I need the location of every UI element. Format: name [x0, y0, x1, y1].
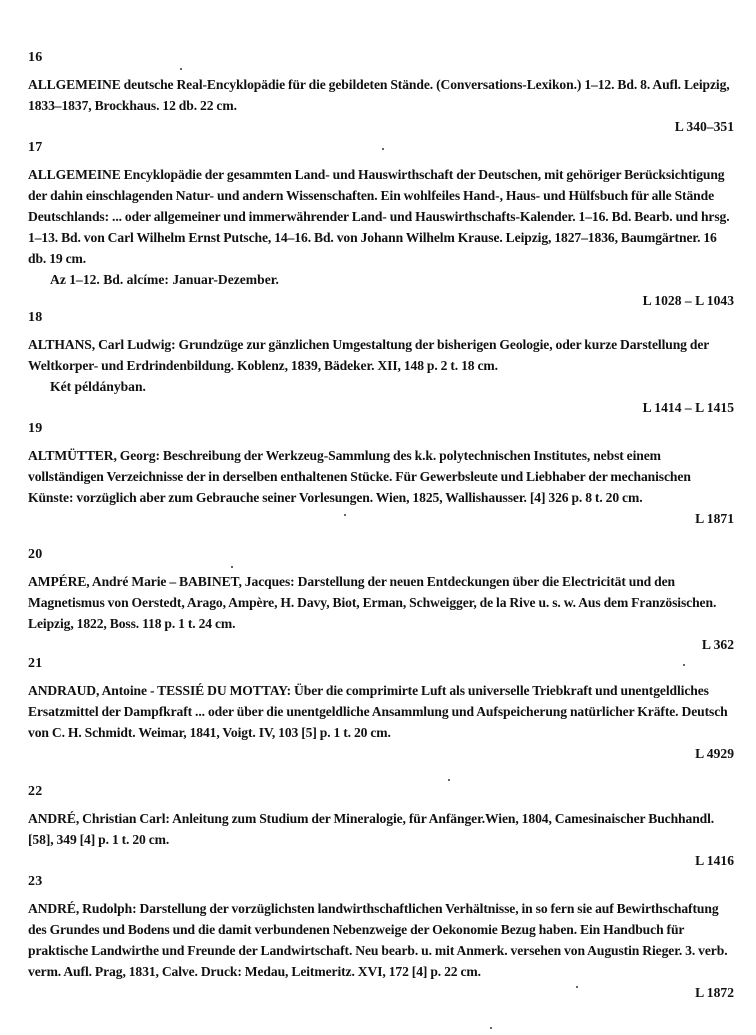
entry-number: 20 — [28, 547, 43, 562]
entry-description — [28, 334, 734, 376]
entry-author: ALTMÜTTER, — [28, 448, 120, 463]
entry-description — [28, 898, 734, 982]
entry-description — [28, 680, 734, 743]
entry-author: ANDRÉ, — [28, 811, 83, 826]
entry-number: 17 — [28, 140, 43, 155]
catalog-entry-19 — [28, 421, 734, 529]
entry-description — [28, 808, 734, 850]
entry-number: 22 — [28, 784, 43, 799]
entry-text: Encyklopädie der gesammten Land- und Hauswirthschaft der Deutschen, mit gehöriger Berücksichtigung der dahin einschlagenden Natur- und andern Wissenschaften. Ein wohlfeiles Hand-, Haus- und Hülfsbuch für alle Stände Deutschlands: ... oder allgemeiner und immerwährender Land- und Hauswirthschafts-Kalender. 1–16. Bd. Bearb. und hrsg. 1–13. Bd. von Carl Wilhelm Ernst Putsche, 14–16. Bd. von Johann Wilhelm Krause. Leipzig, 1827–1836, Baumgärtner. 16 db. 19 cm. — [28, 167, 730, 266]
entry-description — [28, 74, 734, 116]
scan-speck — [180, 68, 182, 70]
entry-description — [28, 571, 734, 634]
scan-speck — [344, 514, 346, 516]
scan-speck — [448, 779, 450, 781]
entry-author: ANDRÉ, — [28, 901, 83, 916]
entry-author: ALLGEMEINE — [28, 167, 121, 182]
catalog-entry-18 — [28, 310, 734, 418]
entry-text: Carl Ludwig: Grundzüge zur gänzlichen Umgestaltung der bisherigen Geologie, oder kurze Darstellung der Weltkorper- und Erdrindenbildung. Koblenz, 1839, Bädeker. XII, 148 p. 2 t. 18 cm. — [28, 337, 709, 373]
scan-speck — [490, 1027, 492, 1029]
entry-text: deutsche Real-Encyklopädie für die gebildeten Stände. (Conversations-Lexikon.) 1–12. Bd. 8. Aufl. Leipzig, 1833–1837, Brockhaus. 12 db. 22 cm. — [28, 77, 730, 113]
scan-speck — [576, 986, 578, 988]
catalog-entry-23 — [28, 874, 734, 1003]
entry-number: 21 — [28, 656, 43, 671]
entry-text: Christian Carl: Anleitung zum Studium der Mineralogie, für Anfänger.Wien, 1804, Camesinaischer Buchhandl.[58], 349 [4] p. 1 t. 20 cm. — [28, 811, 715, 847]
catalog-entry-20 — [28, 547, 734, 655]
shelf-signature: L 1872 — [695, 985, 734, 1000]
entry-number: 18 — [28, 310, 43, 325]
entry-description — [28, 164, 734, 269]
entry-description — [28, 445, 734, 508]
catalog-entry-17 — [28, 140, 734, 311]
entry-number: 23 — [28, 874, 43, 889]
shelf-signature: L 1871 — [695, 511, 734, 526]
shelf-signature: L 340–351 — [674, 119, 734, 134]
scan-speck — [382, 148, 384, 150]
entry-note: Az 1–12. Bd. alcíme: Januar-Dezember. — [50, 272, 279, 287]
entry-text: Rudolph: Darstellung der vorzüglichsten landwirthschaftlichen Verhältnisse, in so fern sie auf Bewirthschaftung des Grundes und Bodens und die damit verbundenen Nebenzweige der Oekonomie Bezug haben. Ein Handbuch für praktische Landwirthe und Freunde der Landwirtschaft. Neu bearb. u. mit Anmerk. versehen von Augustin Rieger. 3. verb. verm. Aufl. Prag, 1831, Calve. Druck: Medau, Leitmeritz. XVI, 172 [4] p. 22 cm. — [28, 901, 728, 979]
entry-author: AMPÉRE, — [28, 574, 92, 589]
entry-number: 16 — [28, 50, 43, 65]
shelf-signature: L 362 — [701, 637, 734, 652]
catalog-entry-22 — [28, 784, 734, 871]
scan-speck — [683, 664, 685, 666]
entry-number: 19 — [28, 421, 43, 436]
catalog-entry-16 — [28, 50, 734, 137]
entry-note: Két példányban. — [50, 379, 146, 394]
entry-text: André Marie – BABINET, Jacques: Darstellung der neuen Entdeckungen über die Electricität und den Magnetismus von Oerstedt, Arago, Ampère, H. Davy, Biot, Erman, Schweigger, de la Rive u. s. w. Aus dem Französischen. Leipzig, 1822, Boss. 118 p. 1 t. 24 cm. — [28, 574, 717, 631]
entry-author: ANDRAUD, — [28, 683, 102, 698]
shelf-signature: L 1414 – L 1415 — [642, 400, 734, 415]
scan-speck — [231, 566, 233, 568]
entry-author: ALTHANS, — [28, 337, 99, 352]
shelf-signature: L 1416 — [695, 853, 734, 868]
entry-text: Antoine - TESSIÉ DU MOTTAY: Über die comprimirte Luft als universelle Triebkraft und unentgeldliches Ersatzmittel der Dampfkraft ... oder über die unentgeldliche Ansammlung und Aufspeicherung natürlicher Kräfte. Deutsch von C. H. Schmidt. Weimar, 1841, Voigt. IV, 103 [5] p. 1 t. 20 cm. — [28, 683, 728, 740]
entry-author: ALLGEMEINE — [28, 77, 121, 92]
shelf-signature: L 4929 — [695, 746, 734, 761]
entry-text: Georg: Beschreibung der Werkzeug-Sammlung des k.k. polytechnischen Institutes, nebst einem vollständigen Verzeichnisse der in derselben enthaltenen Stücke. Für Gewerbsleute und Liebhaber der mechanischen Künste: vorzüglich aber zum Gebrauche seiner Vorlesungen. Wien, 1825, Wallishausser. [4] 326 p. 8 t. 20 cm. — [28, 448, 691, 505]
catalog-entry-21 — [28, 656, 734, 764]
shelf-signature: L 1028 – L 1043 — [642, 293, 734, 308]
